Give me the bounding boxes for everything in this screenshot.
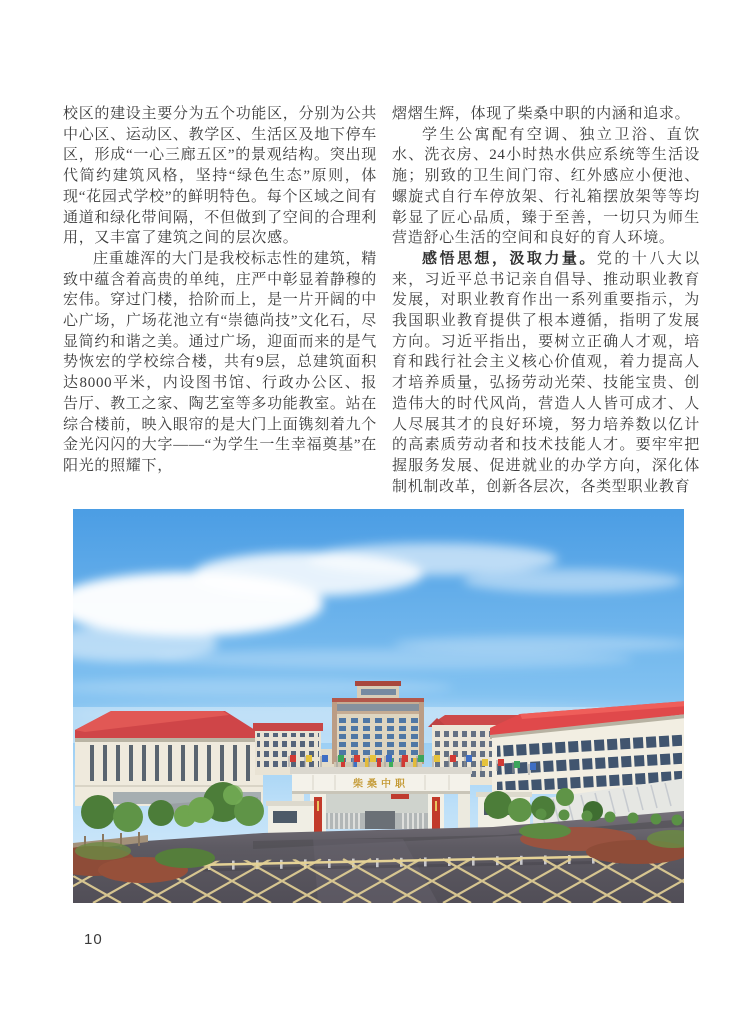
inline-heading: 感悟思想，汲取力量。 xyxy=(422,249,597,267)
campus-photo xyxy=(73,509,684,903)
paragraph: 熠熠生辉，体现了柴桑中职的内涵和追求。 xyxy=(392,106,691,122)
article-right-column xyxy=(392,104,700,497)
campus-photo-illustration xyxy=(73,509,684,903)
paragraph: 学生公寓配有空调、独立卫浴、直饮水、洗衣房、24小时热水供应系统等生活设施；别致的卫生间门帘、红外感应小便池、螺旋式自行车停放架、行礼箱摆放架等等均彰显了匠心品质，臻于至善，一切只为师生营造舒心生活的空间和良好的育人环境。 xyxy=(392,126,700,247)
page-number: 10 xyxy=(84,931,103,948)
gate-sign-text: 柴桑中职 xyxy=(353,779,409,790)
paragraph: 校区的建设主要分为五个功能区，分别为公共中心区、运动区、教学区、生活区及地下停车区，形成“一心三廊五区”的景观结构。突出现代简约建筑风格，坚持“绿色生态”原则，体现“花园式学校”的鲜明特色。每个区域之间有通道和绿化带间隔，不但做到了空间的合理利用，又丰富了建筑之间的层次感。 xyxy=(63,106,378,247)
paragraph-text: 党的十八大以来，习近平总书记亲自倡导、推动职业教育发展，对职业教育作出一系列重要指示，为我国职业教育提供了根本遵循，指明了发展方向。习近平指出，要树立正确人才观，培育和践行社会主义核心价值观，着力提高人才培养质量，弘扬劳动光荣、技能宝贵、创造伟大的时代风尚，营造人人皆可成才、人人尽展其才的良好环境，努力培养数以亿计的高素质劳动者和技术技能人才。要牢牢把握服务发展、促进就业的办学方向，深化体制机制改革，创新各层次，各类型职业教育 xyxy=(392,250,700,495)
paragraph xyxy=(392,249,700,497)
article-left-column xyxy=(63,104,377,477)
paragraph: 庄重雄浑的大门是我校标志性的建筑，精致中蕴含着高贵的单纯，庄严中彰显着静穆的宏伟。穿过门楼，拾阶而上，是一片开阔的中心广场，广场花池立有“崇德尚技”文化石，尽显简约和谐之美。通过广场，迎面而来的是气势恢宏的学校综合楼，共有9层，总建筑面积达8000平米，内设图书馆、行政办公区、报告厅、教工之家、陶艺室等多功能教室。站在综合楼前，映入眼帘的是大门上面镌刻着九个金光闪闪的大字——“为学生一生幸福奠基”在阳光的照耀下， xyxy=(63,250,378,474)
